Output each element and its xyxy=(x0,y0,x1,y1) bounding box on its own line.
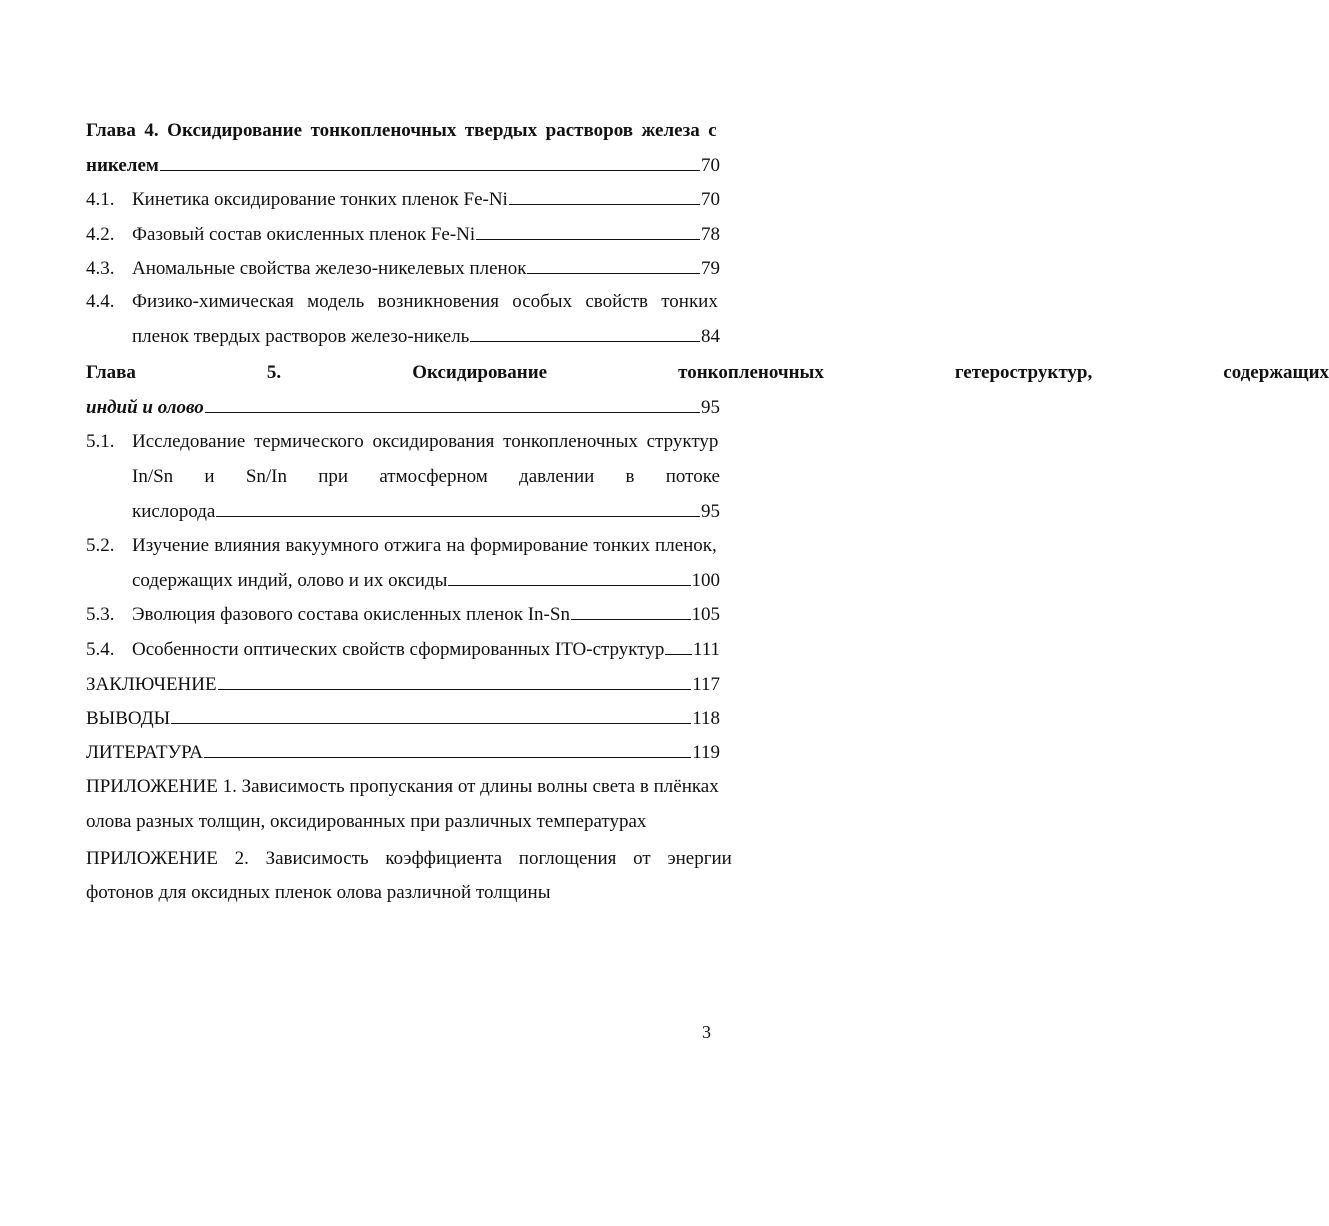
leader-line xyxy=(665,636,692,655)
toc-entry-4-3 xyxy=(86,255,720,282)
toc-entry-5-1-line2 xyxy=(132,464,720,490)
toc-entry-5-2-line2 xyxy=(86,567,720,594)
toc-entry-conclusion xyxy=(86,671,720,698)
toc-entry-5-4 xyxy=(86,636,720,663)
section-title-cont: содержащих индий, олово и их оксиды xyxy=(132,570,448,591)
section-title: Эволюция фазового состава окисленных пленок In-Sn xyxy=(132,604,570,625)
section-number: 5.4. xyxy=(86,639,115,660)
page-ref: 70 xyxy=(701,189,720,210)
section-title: Изучение влияния вакуумного отжига на формирование тонких пленок, xyxy=(132,535,717,556)
toc-appendix-1-line1: ПРИЛОЖЕНИЕ 1. Зависимость пропускания от длины волны света в плёнках xyxy=(86,776,719,797)
section-title: Особенности оптических свойств сформированных ITO-структур xyxy=(132,639,665,660)
page-ref: 78 xyxy=(701,224,720,245)
toc-entry-5-2-line1 xyxy=(86,533,720,559)
chapter-4-title-line2 xyxy=(86,152,720,179)
leader-line xyxy=(509,186,700,205)
page-ref: 70 xyxy=(701,155,720,176)
chapter-4-title-line1 xyxy=(86,118,720,144)
toc-entry-4-1 xyxy=(86,186,720,213)
section-title: Исследование термического оксидирования тонкопленочных структур xyxy=(132,431,719,452)
chapter-5-title-line2 xyxy=(86,394,720,421)
page-number: 3 xyxy=(702,1022,711,1042)
page-ref: 118 xyxy=(692,708,720,729)
leader-line xyxy=(476,221,700,240)
section-number: 4.3. xyxy=(86,258,115,279)
section-number: 5.1. xyxy=(86,431,115,452)
leader-line xyxy=(470,323,700,342)
section-number: 4.1. xyxy=(86,189,115,210)
toc-entry-4-4-line1 xyxy=(86,289,720,315)
toc-entry-literature xyxy=(86,739,720,766)
toc-entry-4-2 xyxy=(86,221,720,248)
toc-entry-5-3 xyxy=(86,601,720,628)
justified-words: In/Sn и Sn/In при атмосферном давлении в потоке xyxy=(132,466,720,487)
leader-line xyxy=(527,255,700,274)
chapter-5-title-line1 xyxy=(86,360,1329,386)
toc-entry-4-4-line2 xyxy=(86,323,720,350)
page-ref: 100 xyxy=(691,570,720,591)
section-title: Аномальные свойства железо-никелевых пленок xyxy=(132,258,527,279)
section-title: ЗАКЛЮЧЕНИЕ xyxy=(86,674,217,695)
section-title: Фазовый состав окисленных пленок Fe-Ni xyxy=(132,224,476,245)
section-title: Кинетика оксидирование тонких пленок Fe-Ni xyxy=(132,189,508,210)
leader-line xyxy=(205,394,700,413)
page-ref: 79 xyxy=(701,258,720,279)
page-ref: 117 xyxy=(692,674,720,695)
section-title: ЛИТЕРАТУРА xyxy=(86,742,203,763)
page-ref: 95 xyxy=(701,397,720,418)
toc-entry-5-1-line1 xyxy=(86,429,720,455)
page-ref: 84 xyxy=(701,326,720,347)
section-number: 5.3. xyxy=(86,604,115,625)
toc-appendix-1-line2: олова разных толщин, оксидированных при различных температурах xyxy=(86,811,647,832)
section-number: 4.4. xyxy=(86,291,115,312)
section-title: ВЫВОДЫ xyxy=(86,708,171,729)
chapter-5-title-cont: индий и олово xyxy=(86,397,204,418)
chapter-4-title-text: Глава 4. Оксидирование тонкопленочных твердых растворов железа с xyxy=(86,120,717,141)
section-title-cont: пленок твердых растворов железо-никель xyxy=(132,326,470,347)
leader-line xyxy=(160,152,700,171)
leader-line xyxy=(571,601,691,620)
toc-entry-5-1-line3 xyxy=(86,498,720,525)
page-ref: 95 xyxy=(701,501,720,522)
leader-line xyxy=(171,705,691,724)
chapter-5-title-text: Глава 5. Оксидирование тонкопленочных гетероструктур, содержащих xyxy=(86,362,1329,383)
toc-appendix-2-line2: фотонов для оксидных пленок олова различной толщины xyxy=(86,882,551,903)
chapter-4-title-cont: никелем xyxy=(86,155,159,176)
leader-line xyxy=(448,567,690,586)
section-number: 4.2. xyxy=(86,224,115,245)
page-ref: 105 xyxy=(691,604,720,625)
leader-line xyxy=(218,671,692,690)
section-title-cont: кислорода xyxy=(132,501,216,522)
section-number: 5.2. xyxy=(86,535,115,556)
leader-line xyxy=(204,739,691,758)
page-ref: 119 xyxy=(692,742,720,763)
section-title: Физико-химическая модель возникновения особых свойств тонких xyxy=(132,291,718,312)
leader-line xyxy=(216,498,700,517)
toc-appendix-2-line1: ПРИЛОЖЕНИЕ 2. Зависимость коэффициента поглощения от энергии xyxy=(86,848,732,869)
page-ref: 111 xyxy=(692,639,720,660)
toc-entry-outputs xyxy=(86,705,720,732)
